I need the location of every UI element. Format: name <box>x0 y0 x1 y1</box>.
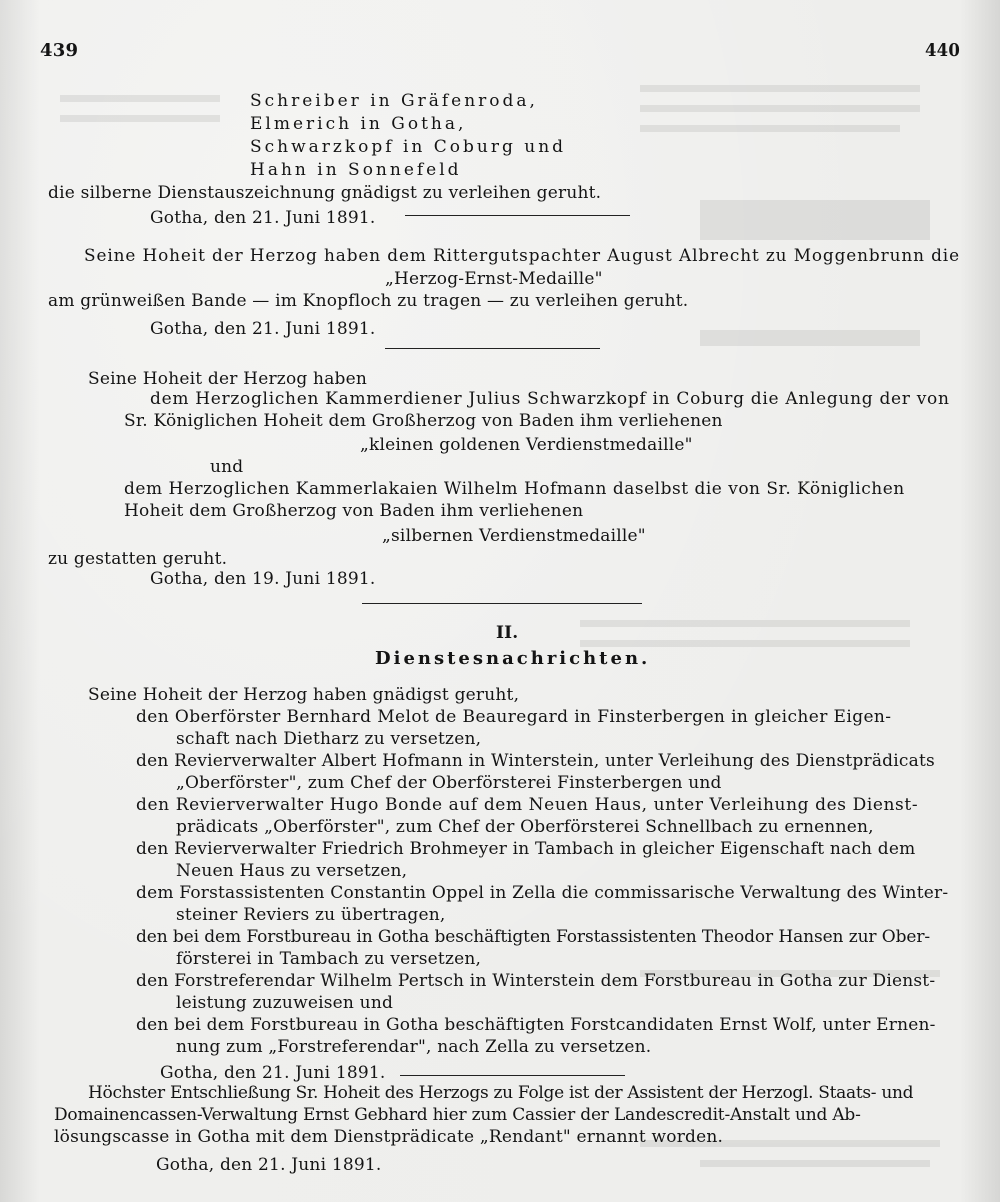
staff-line-10: steiner Reviers zu übertragen, <box>176 905 446 925</box>
staff-line-15: den bei dem Forstbureau in Gotha beschäftigten Forstcandidaten Ernst Wolf, unter Ernen- <box>136 1015 936 1035</box>
separator-rule-1 <box>405 215 630 216</box>
dateline-5: Gotha, den 21. Juni 1891. <box>156 1155 382 1175</box>
dateline-2: Gotha, den 21. Juni 1891. <box>150 319 376 339</box>
staff-line-13: den Forstreferendar Wilhelm Pertsch in Winterstein dem Forstbureau in Gotha zur Dienst- <box>136 971 936 991</box>
medal-name-gold: „kleinen goldenen Verdienstmedaille" <box>360 435 693 455</box>
staff-line-1: den Oberförster Bernhard Melot de Beauregard in Finsterbergen in gleicher Eigen- <box>136 707 892 727</box>
award-recipient-3: Schwarzkopf in Coburg und <box>250 137 567 157</box>
staff-line-7: den Revierverwalter Friedrich Brohmeyer in Tambach in gleicher Eigenschaft nach dem <box>136 839 916 859</box>
dateline-3: Gotha, den 19. Juni 1891. <box>150 569 376 589</box>
conjunction-und: und <box>210 457 244 477</box>
separator-rule-2 <box>385 348 600 349</box>
staff-line-3: den Revierverwalter Albert Hofmann in Winterstein, unter Verleihung des Dienstprädicats <box>136 751 935 771</box>
staff-line-8: Neuen Haus zu versetzen, <box>176 861 408 881</box>
medal-name-silver: „silbernen Verdienstmedaille" <box>382 526 646 546</box>
award-recipient-1: Schreiber in Gräfenroda, <box>250 91 538 111</box>
medal-grant-line-3: am grünweißen Bande — im Knopfloch zu tragen — zu verleihen geruht. <box>48 291 689 311</box>
staff-line-12: försterei in Tambach zu versetzen, <box>176 949 482 969</box>
appointment-line-2: Domainencassen-Verwaltung Ernst Gebhard hier zum Cassier der Landescredit-Anstalt und Ab- <box>54 1105 861 1125</box>
page-number-left: 439 <box>40 40 79 61</box>
foreign-medal-line-9: zu gestatten geruht. <box>48 549 228 569</box>
section-roman-numeral: II. <box>496 623 519 643</box>
foreign-medal-intro: Seine Hoheit der Herzog haben <box>88 369 368 389</box>
dateline-4: Gotha, den 21. Juni 1891. <box>160 1063 386 1083</box>
staff-line-14: leistung zuzuweisen und <box>176 993 394 1013</box>
foreign-medal-line-7: Hoheit dem Großherzog von Baden ihm verliehenen <box>124 501 584 521</box>
medal-name: „Herzog-Ernst-Medaille" <box>385 269 603 289</box>
award-recipient-2: Elmerich in Gotha, <box>250 114 467 134</box>
page-number-right: 440 <box>925 40 960 61</box>
staff-line-16: nung zum „Forstreferendar", nach Zella zu versetzen. <box>176 1037 652 1057</box>
staff-line-2: schaft nach Dietharz zu versetzen, <box>176 729 482 749</box>
staff-line-5: den Revierverwalter Hugo Bonde auf dem Neuen Haus, unter Verleihung des Dienst- <box>136 795 919 815</box>
staff-line-6: prädicats „Oberförster", zum Chef der Oberförsterei Schnellbach zu ernennen, <box>176 817 874 837</box>
foreign-medal-line-3: Sr. Königlichen Hoheit dem Großherzog von Baden ihm verliehenen <box>124 411 723 431</box>
staff-line-4: „Oberförster", zum Chef der Oberförsterei Finsterbergen und <box>176 773 722 793</box>
separator-rule-3 <box>362 603 642 604</box>
staff-line-9: dem Forstassistenten Constantin Oppel in Zella die commissarische Verwaltung des Winter- <box>136 883 949 903</box>
staff-intro: Seine Hoheit der Herzog haben gnädigst geruht, <box>88 685 520 705</box>
medal-grant-line-1: Seine Hoheit der Herzog haben dem Rittergutspachter August Albrecht zu Moggenbrunn die <box>84 246 960 266</box>
separator-rule-4 <box>400 1075 625 1076</box>
appointment-line-3: lösungscasse in Gotha mit dem Dienstprädicate „Rendant" ernannt worden. <box>54 1127 724 1147</box>
foreign-medal-line-2: dem Herzoglichen Kammerdiener Julius Schwarzkopf in Coburg die Anlegung der von <box>150 389 950 409</box>
foreign-medal-line-6: dem Herzoglichen Kammerlakaien Wilhelm Hofmann daselbst die von Sr. Königlichen <box>124 479 905 499</box>
appointment-line-1: Höchster Entschließung Sr. Hoheit des Herzogs zu Folge ist der Assistent der Herzogl. Staats- und <box>88 1083 914 1103</box>
section-heading: Dienstesnachrichten. <box>375 648 651 669</box>
staff-line-11: den bei dem Forstbureau in Gotha beschäftigten Forstassistenten Theodor Hansen zur Ober- <box>136 927 930 947</box>
dateline-1: Gotha, den 21. Juni 1891. <box>150 208 376 228</box>
award-statement: die silberne Dienstauszeichnung gnädigst zu verleihen geruht. <box>48 183 602 203</box>
award-recipient-4: Hahn in Sonnefeld <box>250 160 462 180</box>
